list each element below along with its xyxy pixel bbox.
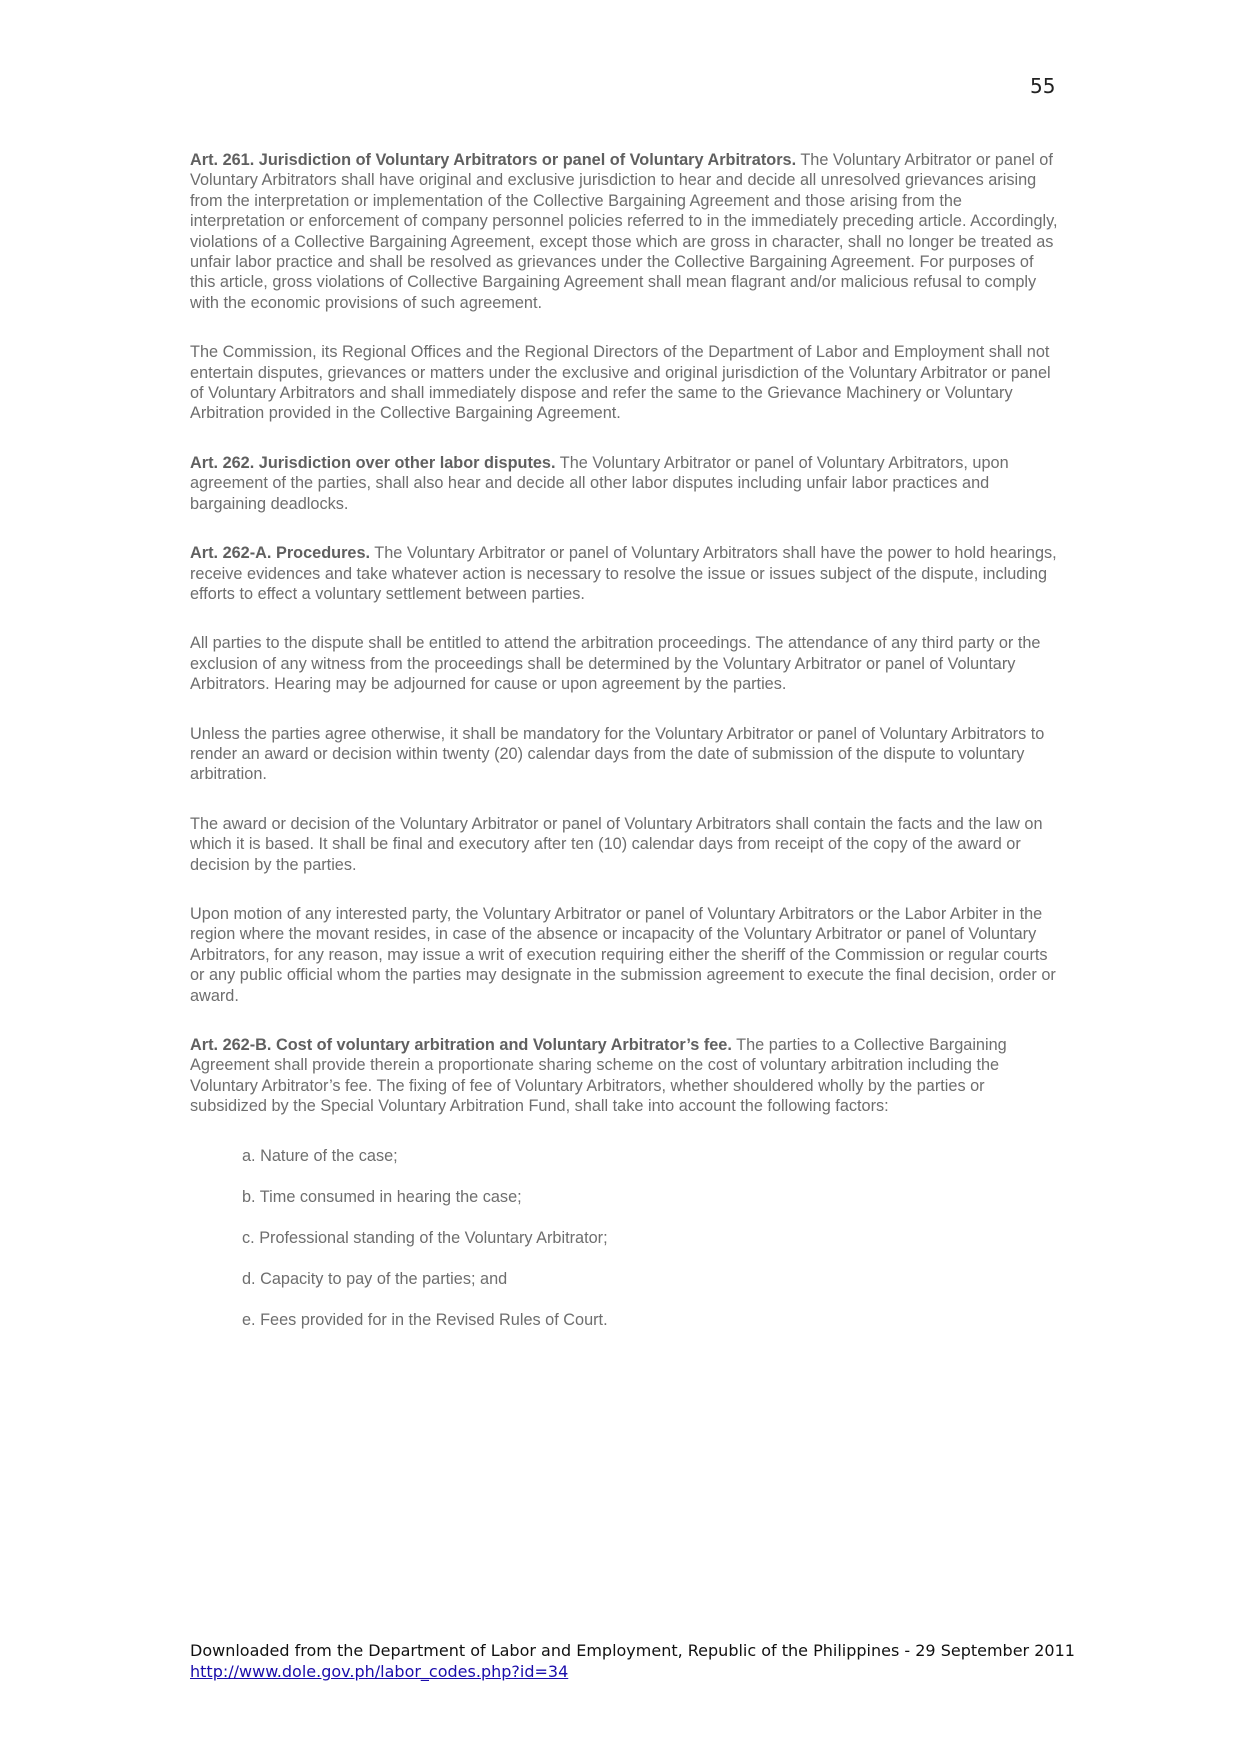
article-heading: Art. 262-B. Cost of voluntary arbitration and Voluntary Arbitrator’s fee. (190, 1036, 732, 1054)
document-body (190, 150, 1060, 1351)
paragraph-text: The Commission, its Regional Offices and the Regional Directors of the Department of Labor and Employment shall not entertain disputes, grievances or matters under the exclusive and original jurisdiction of the Voluntary Arbitrator or panel of Voluntary Arbitrators and shall immediately dispose and refer the same to the Grievance Machinery or Voluntary Arbitration provided in the Collective Bargaining Agreement. (190, 343, 1051, 423)
paragraph-text: The Voluntary Arbitrator or panel of Voluntary Arbitrators shall have the power to hold hearings, receive evidences and take whatever action is necessary to resolve the issue or issues subject of the dispute, including efforts to effect a voluntary settlement between parties. (190, 544, 1057, 603)
paragraph-parties-attendance (190, 633, 1060, 694)
paragraph-art-261 (190, 150, 1060, 313)
page-number: 55 (1030, 74, 1056, 98)
paragraph-art-262b (190, 1035, 1060, 1117)
footer-source-text: Downloaded from the Department of Labor and Employment, Republic of the Philippines - 29 September 2011 (190, 1641, 1075, 1660)
article-heading: Art. 261. Jurisdiction of Voluntary Arbitrators or panel of Voluntary Arbitrators. (190, 151, 797, 169)
page-footer (190, 1640, 1090, 1682)
list-item: e. Fees provided for in the Revised Rules of Court. (242, 1310, 608, 1329)
article-heading: Art. 262. Jurisdiction over other labor disputes. (190, 453, 556, 472)
paragraph-text: The award or decision of the Voluntary Arbitrator or panel of Voluntary Arbitrators shall contain the facts and the law on which it is based. It shall be final and executory after ten (10) calendar days from receipt of the copy of the award or decision by the parties. (190, 814, 1043, 874)
fee-factors-list (190, 1146, 1060, 1330)
list-item: d. Capacity to pay of the parties; and (242, 1269, 508, 1288)
paragraph-text: All parties to the dispute shall be entitled to attend the arbitration proceedings. The attendance of any third party or the exclusion of any witness from the proceedings shall be determined by the Voluntary Arbitrator or panel of Voluntary Arbitrators. Hearing may be adjourned for cause or upon agreement by the parties. (190, 634, 1041, 694)
list-item: a. Nature of the case; (242, 1146, 398, 1165)
paragraph-text: The Voluntary Arbitrator or panel of Voluntary Arbitrators, upon agreement of the parties, shall also hear and decide all other labor disputes including unfair labor practices and bargaining deadlocks. (190, 453, 1009, 513)
paragraph-art-262 (190, 453, 1060, 514)
paragraph-commission (190, 342, 1060, 424)
paragraph-art-262a (190, 543, 1060, 604)
paragraph-award-content (190, 814, 1060, 875)
paragraph-award-deadline (190, 724, 1060, 785)
list-item: b. Time consumed in hearing the case; (242, 1187, 522, 1206)
paragraph-writ-of-execution (190, 904, 1060, 1006)
paragraph-text: The Voluntary Arbitrator or panel of Voluntary Arbitrators shall have original and exclusive jurisdiction to hear and decide all unresolved grievances arising from the interpretation or implementation of the Collective Bargaining Agreement and those arising from the interpretation or enforcement of company personnel policies referred to in the immediately preceding article. Accordingly, violations of a Collective Bargaining Agreement, except those which are gross in character, shall no longer be treated as unfair labor practice and shall be resolved as grievances under the Collective Bargaining Agreement. For purposes of this article, gross violations of Collective Bargaining Agreement shall mean flagrant and/or malicious refusal to comply with the economic provisions of such agreement. (190, 151, 1058, 312)
article-heading: Art. 262-A. Procedures. (190, 544, 371, 563)
paragraph-text: Upon motion of any interested party, the Voluntary Arbitrator or panel of Voluntary Arbitrators or the Labor Arbiter in the region where the movant resides, in case of the absence or incapacity of the Voluntary Arbitrator or panel of Voluntary Arbitrators, for any reason, may issue a writ of execution requiring either the sheriff of the Commission or regular courts or any public official whom the parties may designate in the submission agreement to execute the final decision, order or award. (190, 904, 1056, 1005)
paragraph-text: The parties to a Collective Bargaining Agreement shall provide therein a proportionate sharing scheme on the cost of voluntary arbitration including the Voluntary Arbitrator’s fee. The fixing of fee of Voluntary Arbitrators, whether shouldered wholly by the parties or subsidized by the Special Voluntary Arbitration Fund, shall take into account the following factors: (190, 1036, 1007, 1116)
list-item: c. Professional standing of the Voluntary Arbitrator; (242, 1228, 608, 1247)
paragraph-text: Unless the parties agree otherwise, it shall be mandatory for the Voluntary Arbitrator or panel of Voluntary Arbitrators to render an award or decision within twenty (20) calendar days from the date of submission of the dispute to voluntary arbitration. (190, 724, 1045, 784)
footer-source-link[interactable]: http://www.dole.gov.ph/labor_codes.php?id=34 (190, 1662, 569, 1681)
